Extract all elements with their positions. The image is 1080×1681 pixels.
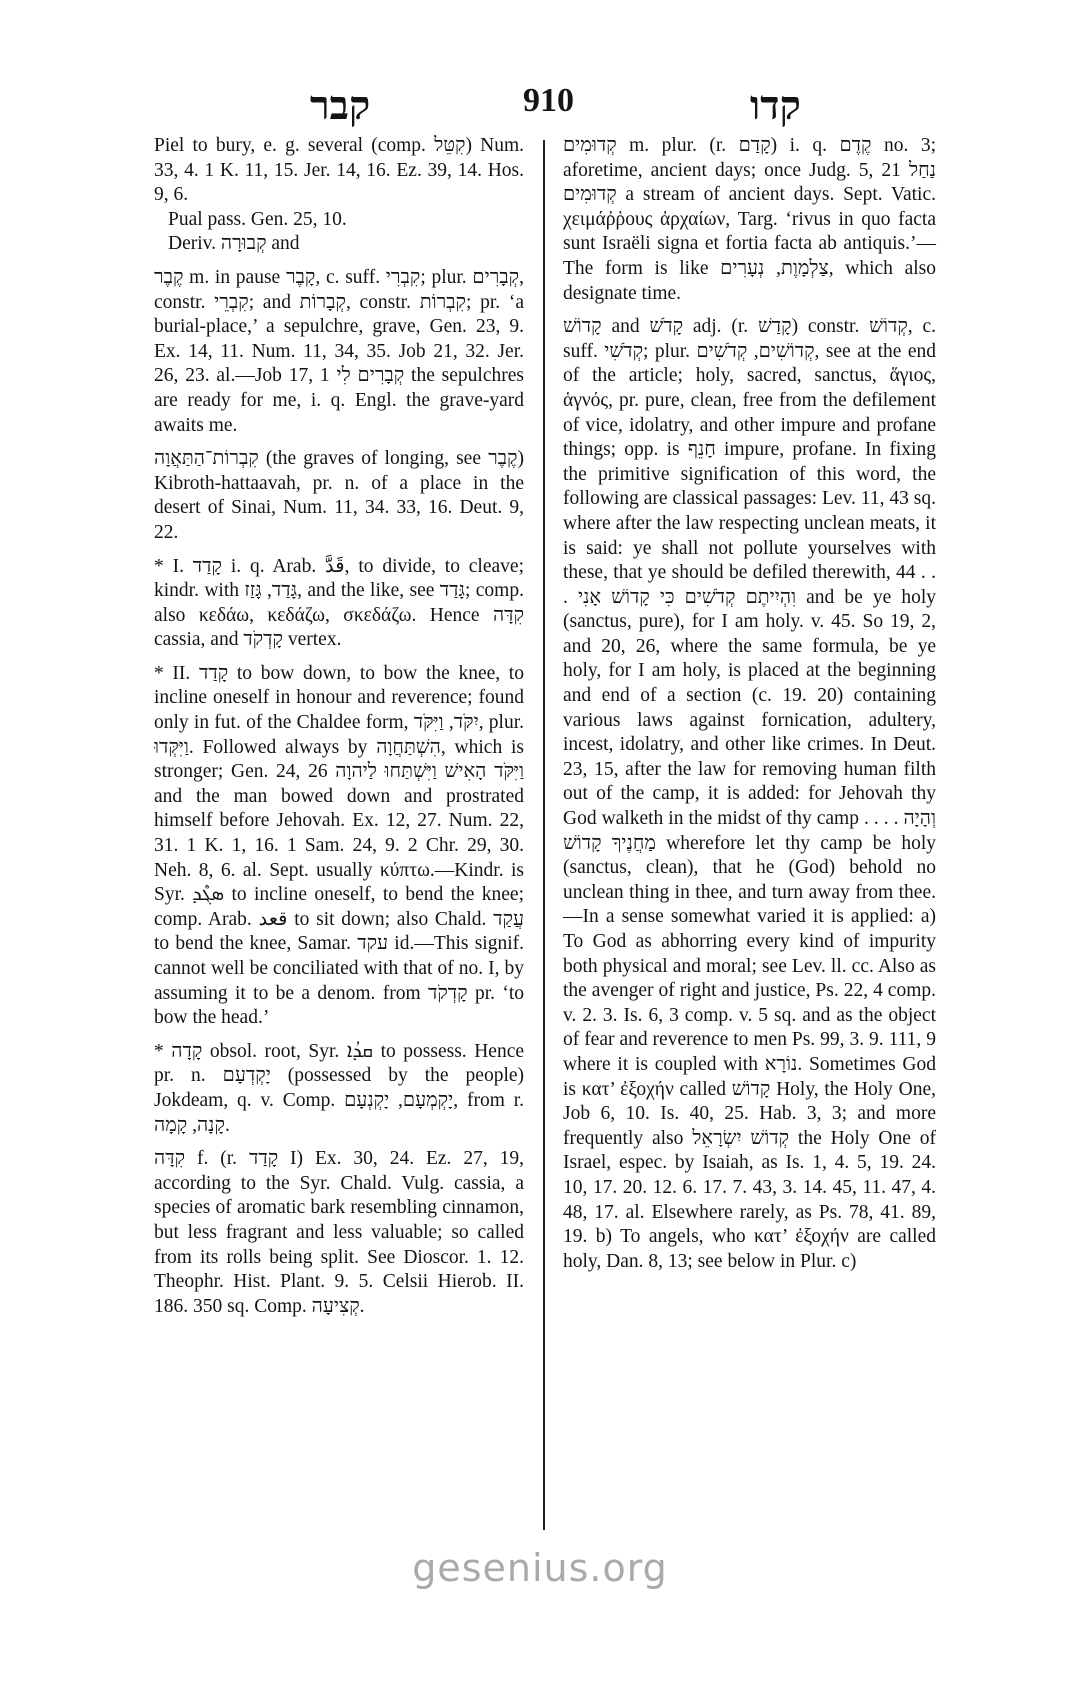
right-column: [563, 134, 936, 1283]
entry-qadosh: [563, 315, 936, 1274]
entry-paragraph: קָדוֹשׁ and קָדֹשׁ adj. (r. קָדַשׁ) constr. קְדוֹשׁ, c. suff. קְדֹשִׁי; plur. קְדוֹשִׁים, קְדֹשִׁים, see at the end of the article; holy, sacred, sanctus, ἅγιος, ἁγνός, pr. pure, clean, free from the defilement of vice, idolatry, and other impure and profane things; opp. is חָנֵף impure, profane. In fixing the primitive signification of this word, the following are classical passages: Lev. 11, 43 sq. where after the law respecting unclean meats, it is said: ye shall not pollute yourselves with these, that ye should be defiled therewith, 44 . . . וִהְיִיתֶם קְדֹשִׁים כִּי קָדוֹשׁ אָנִי and be ye holy (sanctus, pure), for I am holy. v. 45. So 19, 2, and 20, 26, where the same formula, be ye holy, for I am holy, is placed at the beginning and end of a section (c. 19. 20) containing various laws against fornication, adultery, incest, idolatry, and other like crimes. In Deut. 23, 15, after the law for removing human filth out of the camp, it is added: for Jehovah thy God walketh in the midst of thy camp . . . . וְהָיָה מַחֲנֶיךָ קָדוֹשׁ wherefore let thy camp be holy (sanctus, clean), that he (God) behold no unclean thing in thee, and turn away from thee.—In a sense somewhat varied it is applied: a) To God as abhorring every kind of impurity both physical and moral; see Lev. ll. cc. Also as the avenger of right and justice, Ps. 22, 4 comp. v. 2. 3. Is. 6, 3 comp. v. 5 sq. and as the object of fear and reverence to men Ps. 99, 3. 9. 111, 9 where it is coupled with נוֹרָא. Sometimes God is κατ’ ἐξοχήν called קָדוֹשׁ Holy, the Holy One, Job 6, 10. Is. 40, 25. Hab. 3, 3; and more frequently also קְדוֹשׁ יִשְׂרָאֵל the Holy One of Israel, espec. by Isaiah, as Is. 1, 4. 5, 19. 24. 10, 17. 20. 12. 6. 17. 7. 43, 3. 14. 45, 11. 47, 4. 48, 17. al. Elsewhere rarely, as Ps. 78, 41. 89, 19. b) To angels, who κατ’ ἐξοχήν are called holy, Dan. 8, 13; see below in Plur. c): [563, 316, 937, 1272]
site-watermark: gesenius.org: [412, 1546, 668, 1590]
entry-paragraph: Deriv. קְבוּרָה and: [168, 233, 300, 255]
entry-qever: [154, 266, 524, 438]
entry-paragraph: Pual pass. Gen. 25, 10.: [168, 208, 347, 230]
entry-piel: [154, 134, 524, 257]
page-header: [150, 80, 960, 140]
entry-qadad-2: [154, 662, 524, 1031]
page-number: 910: [523, 82, 574, 119]
entry-paragraph: קֶבֶר m. in pause קָבֶר, c. suff. קִבְרִי; plur. קְבָרִים, constr. קִבְרֵי; and קְבָרוֹת, constr. קִבְרוֹת; pr. ‘a burial-place,’ a sepulchre, grave, Gen. 23, 9. Ex. 14, 11. Num. 11, 34, 35. Job 21, 32. Jer. 26, 23. al.—Job 17, 1 קְבָרִים לִי the sepulchres are ready for me, i. q. Engl. the grave-yard awaits me.: [154, 266, 524, 436]
entry-paragraph: * II. קָדַד to bow down, to bow the knee, to incline oneself in honour and reverence; found only in fut. of the Chaldee form, יִקֹּד, וַיִּקֹּד, plur. וַיִּקְּדוּ. Followed always by הִשְׁתַּחֲוָה, which is stronger; Gen. 24, 26 וַיִּקֹּד הָאִישׁ וַיִּשְׁתַּחוּ לַיהוָה and the man bowed down and prostrated himself before Jehovah. Ex. 12, 27. Num. 22, 31. 1 K. 1, 16. 1 Sam. 24, 9. 2 Chr. 29, 30. Neh. 8, 6. al. Sept. usually κύπτω.—Kindr. is Syr. ܣܓܶܕ to incline oneself, to bend the knee; comp. Arab. قعد to sit down; also Chald. עֲקַד to bend the knee, Samar. עקד id.—This signif. cannot well be conciliated with that of no. I, by assuming it to be a denom. from קָדְקֹד pr. ‘to bow the head.’: [154, 662, 525, 1029]
running-headword-right: קדו: [750, 83, 801, 128]
left-column: [154, 134, 524, 1328]
entry-paragraph: קְדוּמִים m. plur. (r. קָדַם) i. q. קֶדֶם no. 3; aforetime, ancient days; once Judg. 5, 21 נַחַל קְדוּמִים a stream of ancient days. Sept. Vatic. χειμάῤῥους ἀρχαίων, Targ. ‘rivus in quo facta sunt Israëli signa et fortia facta ab antiquis.’—The form is like צַלְמָוֶת, נְעָרִים, which also designate time.: [563, 135, 936, 304]
entry-kibroth-hattaavah: [154, 447, 524, 545]
entry-paragraph: Piel to bury, e. g. several (comp. קִטֵּל) Num. 33, 4. 1 K. 11, 15. Jer. 14, 16. Ez. 39, 14. Hos. 9, 6.: [154, 135, 524, 206]
entry-qedumim: [563, 134, 936, 306]
entry-paragraph: קִבְרוֹת־הַתַּאֲוָה (the graves of longing, see קֶבֶר) Kibroth-hattaavah, pr. n. of a place in the desert of Sinai, Num. 11, 34. 33, 16. Deut. 9, 22.: [154, 448, 524, 543]
entry-qiddah: [154, 1147, 524, 1319]
entry-qadah: [154, 1040, 524, 1138]
running-headword-left: קבר: [310, 83, 371, 128]
entry-paragraph: קִדָּה f. (r. קָדַד I) Ex. 30, 24. Ez. 27, 19, according to the Syr. Chald. Vulg. cassia, a species of aromatic bark resembling cinnamon, but less fragrant and less valuable; so called from its rolls being split. See Dioscor. 1. 12. Theophr. Hist. Plant. 9. 5. Celsii Hierob. II. 186. 350 sq. Comp. קְצִיעָה.: [154, 1148, 525, 1317]
entry-paragraph: * I. קָדַד i. q. Arab. قَدَّ, to divide, to cleave; kindr. with גָּדַד, גָּזַז, and the like, see גָּדַד; comp. also κεδάω, κεδάζω, σκεδάζω. Hence קִדָּה cassia, and קָדְקֹד vertex.: [154, 555, 524, 651]
entry-paragraph: * קָדָה obsol. root, Syr. ܩܕܳܐ to possess. Hence pr. n. יָקְדְעָם (possessed by the people) Jokdeam, q. v. Comp. יָקְמְעָם, יָקְנְעָם, from r. קָנָה, קָמָה.: [154, 1040, 525, 1136]
entry-qadad-1: [154, 555, 524, 653]
column-divider: [543, 140, 545, 1530]
